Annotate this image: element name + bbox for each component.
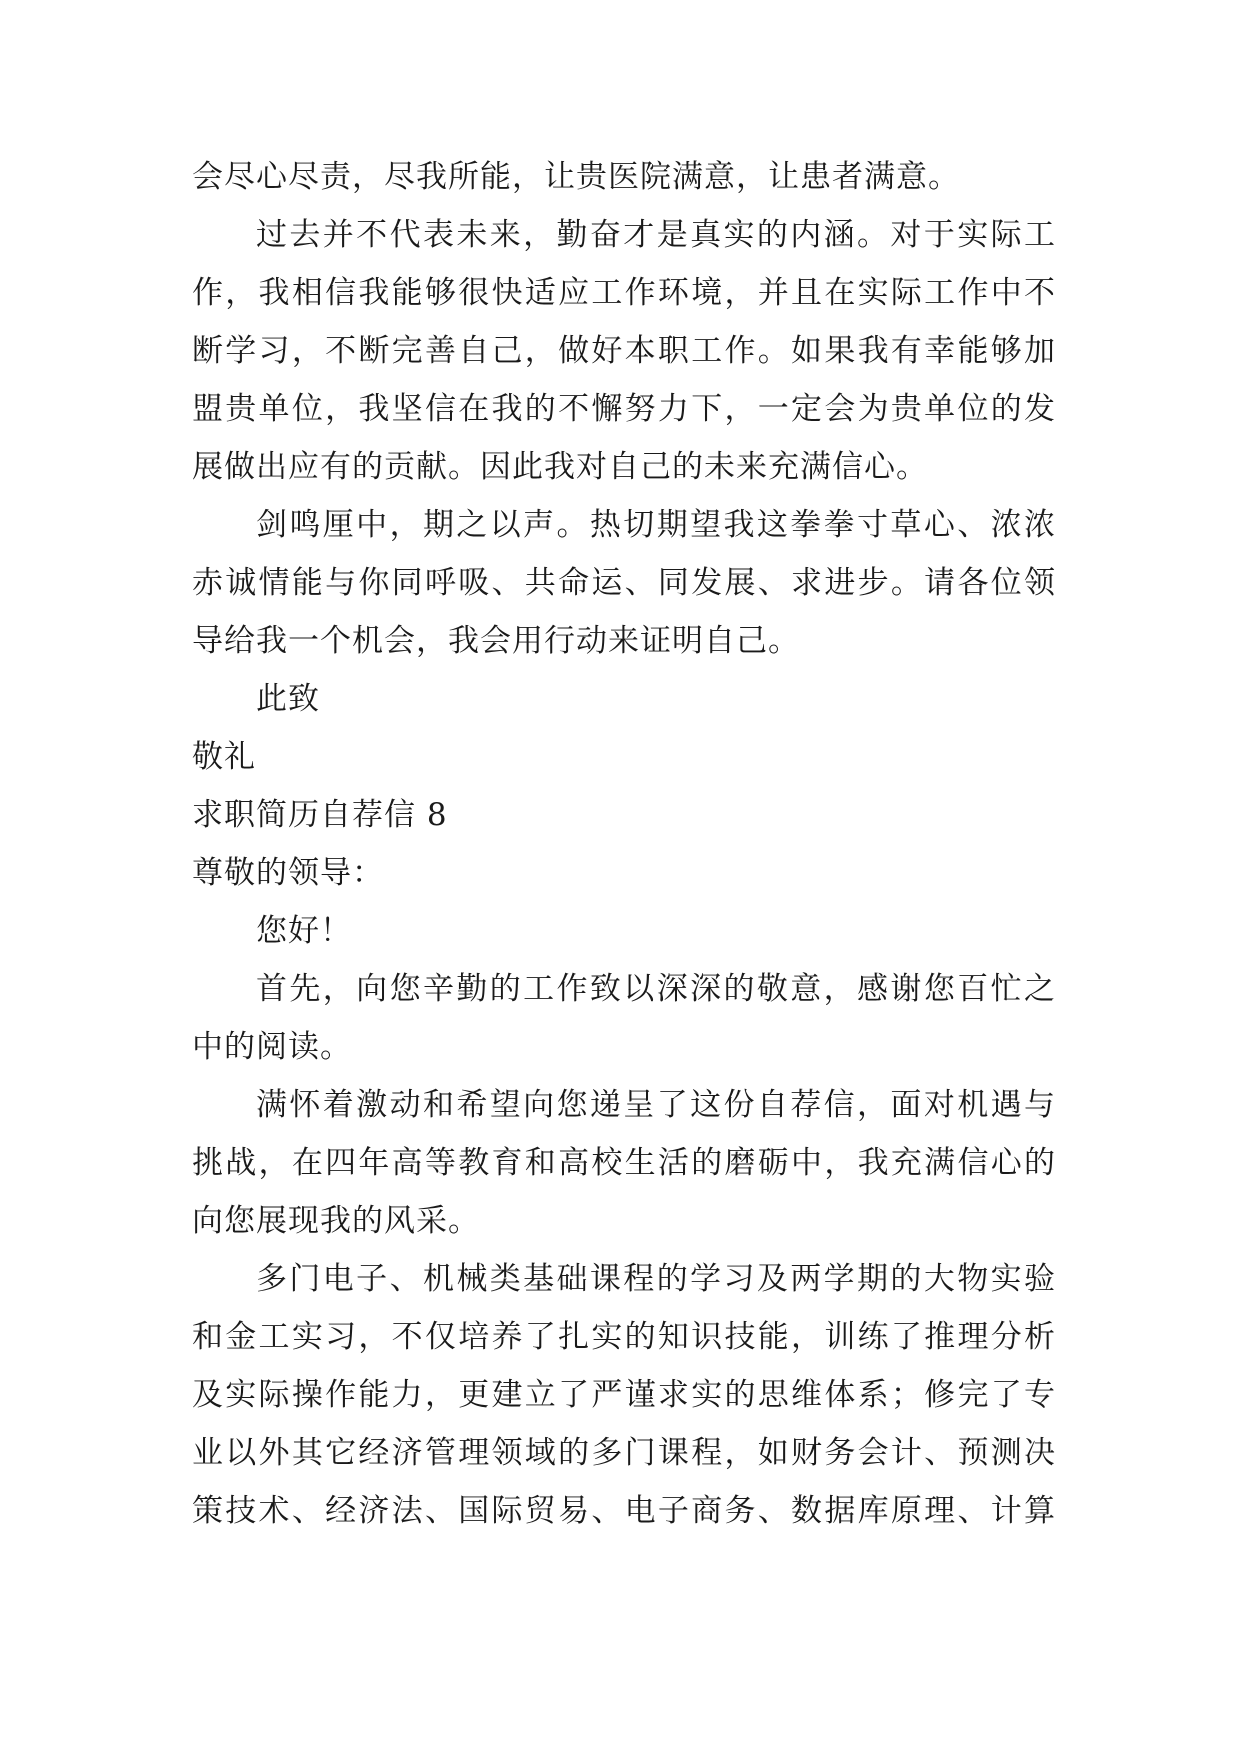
text-line-18: 挑战，在四年高等教育和高校生活的磨砺中，我充满信心的 (192, 1145, 1056, 1181)
letter-body (192, 148, 1056, 1540)
text-line-6: 展做出应有的贡献。因此我对自己的未来充满信心。 (192, 449, 928, 485)
text-line-24: 策技术、经济法、国际贸易、电子商务、数据库原理、计算 (192, 1493, 1056, 1529)
section-title: 求职简历自荐信 8 (192, 797, 448, 833)
text-line-22: 及实际操作能力，更建立了严谨求实的思维体系；修完了专 (192, 1377, 1056, 1413)
text-line-4: 断学习，不断完善自己，做好本职工作。如果我有幸能够加 (192, 333, 1056, 369)
text-line-7: 剑鸣厘中，期之以声。热切期望我这拳拳寸草心、浓浓 (256, 507, 1056, 543)
text-line-8: 赤诚情能与你同呼吸、共命运、同发展、求进步。请各位领 (192, 565, 1056, 601)
text-line-15: 首先，向您辛勤的工作致以深深的敬意，感谢您百忙之 (256, 971, 1056, 1007)
closing-salutation: 此致 (256, 681, 320, 717)
text-line-3: 作，我相信我能够很快适应工作环境，并且在实际工作中不 (192, 275, 1056, 311)
text-line-17: 满怀着激动和希望向您递呈了这份自荐信，面对机遇与 (256, 1087, 1056, 1123)
text-line-5: 盟贵单位，我坚信在我的不懈努力下，一定会为贵单位的发 (192, 391, 1056, 427)
greeting-recipient: 尊敬的领导： (192, 855, 384, 891)
text-line-9: 导给我一个机会，我会用行动来证明自己。 (192, 623, 800, 659)
text-line-19: 向您展现我的风采。 (192, 1203, 480, 1239)
text-line-2: 过去并不代表未来，勤奋才是真实的内涵。对于实际工 (256, 217, 1056, 253)
text-line-16: 中的阅读。 (192, 1029, 352, 1065)
text-line-21: 和金工实习，不仅培养了扎实的知识技能，训练了推理分析 (192, 1319, 1056, 1355)
text-line-20: 多门电子、机械类基础课程的学习及两学期的大物实验 (256, 1261, 1056, 1297)
greeting-hello: 您好！ (256, 913, 352, 949)
closing-regards: 敬礼 (192, 739, 256, 775)
text-line-23: 业以外其它经济管理领域的多门课程，如财务会计、预测决 (192, 1435, 1056, 1471)
text-line-1: 会尽心尽责，尽我所能，让贵医院满意，让患者满意。 (192, 159, 960, 195)
